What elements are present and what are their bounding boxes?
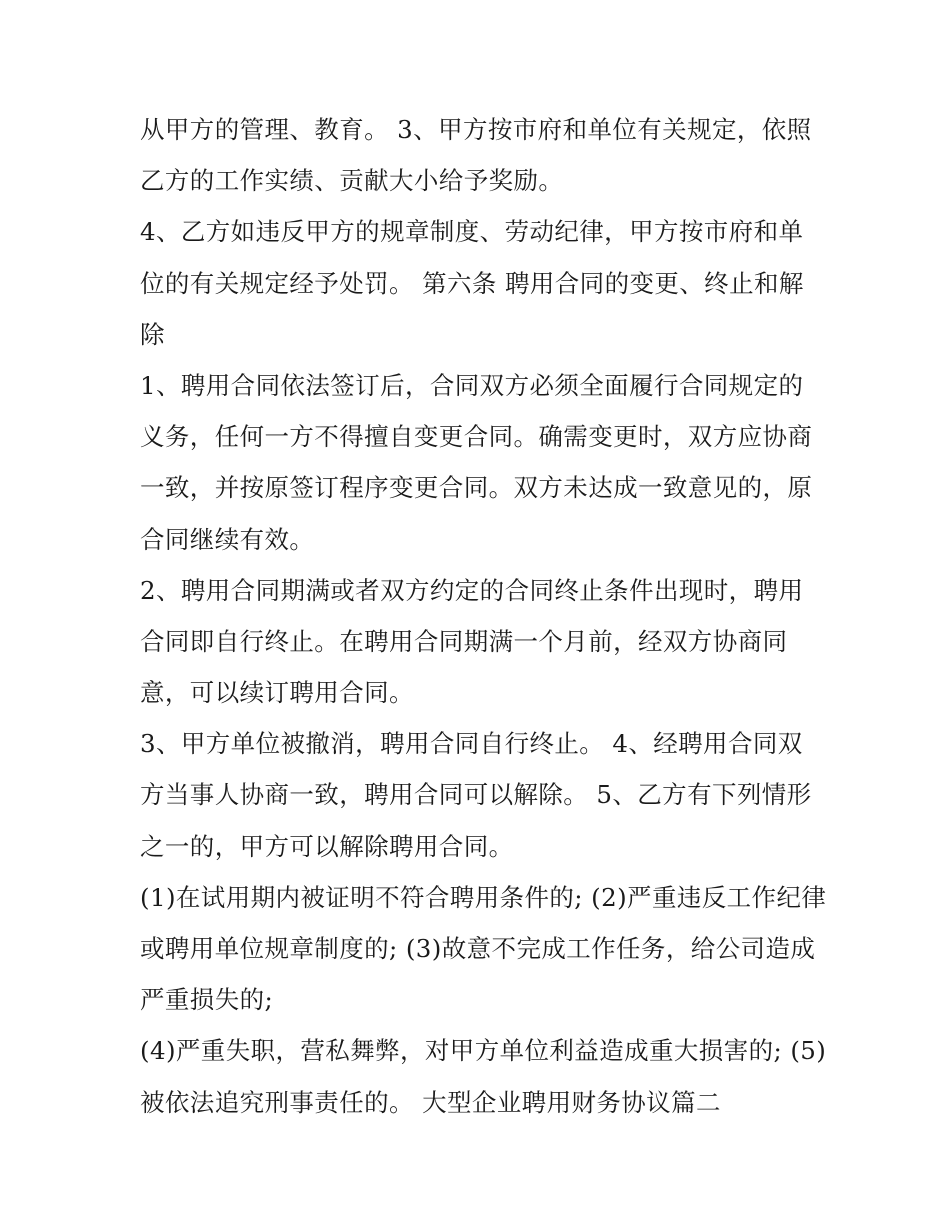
text-line: 或聘用单位规章制度的; (3)故意不完成工作任务，给公司造成 [140, 934, 816, 963]
text-line: 一致，并按原签订程序变更合同。双方未达成一致意见的，原 [140, 473, 813, 503]
paragraph-penalty-clause [140, 206, 830, 360]
text-line: 之一的，甲方可以解除聘用合同。 [140, 831, 514, 861]
document-body [140, 104, 830, 1128]
text-line: 3、甲方单位被撤消，聘用合同自行终止。 4、经聘用合同双 [140, 729, 803, 759]
text-line: 乙方的工作实绩、贡献大小给予奖励。 [140, 166, 564, 196]
paragraph-dismissal-conditions-continued [140, 1025, 830, 1127]
text-line: 2、聘用合同期满或者双方约定的合同终止条件出现时，聘用 [140, 575, 804, 605]
text-line: 方当事人协商一致，聘用合同可以解除。 5、乙方有下列情形 [140, 780, 812, 810]
text-line: (4)严重失职，营私舞弊，对甲方单位利益造成重大损害的; (5) [140, 1036, 827, 1066]
text-line: 严重损失的; [140, 985, 274, 1015]
paragraph-contract-termination [140, 718, 830, 872]
text-line: 被依法追究刑事责任的。 大型企业聘用财务协议篇二 [140, 1087, 721, 1117]
text-line: 合同即自行终止。在聘用合同期满一个月前，经双方协商同 [140, 626, 788, 656]
text-line: (1)在试用期内被证明不符合聘用条件的; (2)严重违反工作纪律 [140, 882, 827, 912]
text-line: 4、乙方如违反甲方的规章制度、劳动纪律，甲方按市府和单 [140, 217, 804, 247]
text-line: 合同继续有效。 [140, 524, 315, 554]
text-line: 义务，任何一方不得擅自变更合同。确需变更时，双方应协商 [140, 422, 813, 452]
paragraph-reward-clause [140, 104, 830, 206]
text-line: 1、聘用合同依法签订后，合同双方必须全面履行合同规定的 [140, 370, 804, 400]
paragraph-dismissal-conditions [140, 872, 830, 1026]
text-line: 从甲方的管理、教育。 3、甲方按市府和单位有关规定，依照 [140, 115, 812, 144]
paragraph-contract-expiry [140, 565, 830, 719]
paragraph-contract-change [140, 360, 830, 565]
text-line: 意，可以续订聘用合同。 [140, 678, 414, 708]
text-line: 除 [140, 319, 165, 349]
text-line: 位的有关规定经予处罚。 第六条 聘用合同的变更、终止和解 [140, 268, 804, 298]
